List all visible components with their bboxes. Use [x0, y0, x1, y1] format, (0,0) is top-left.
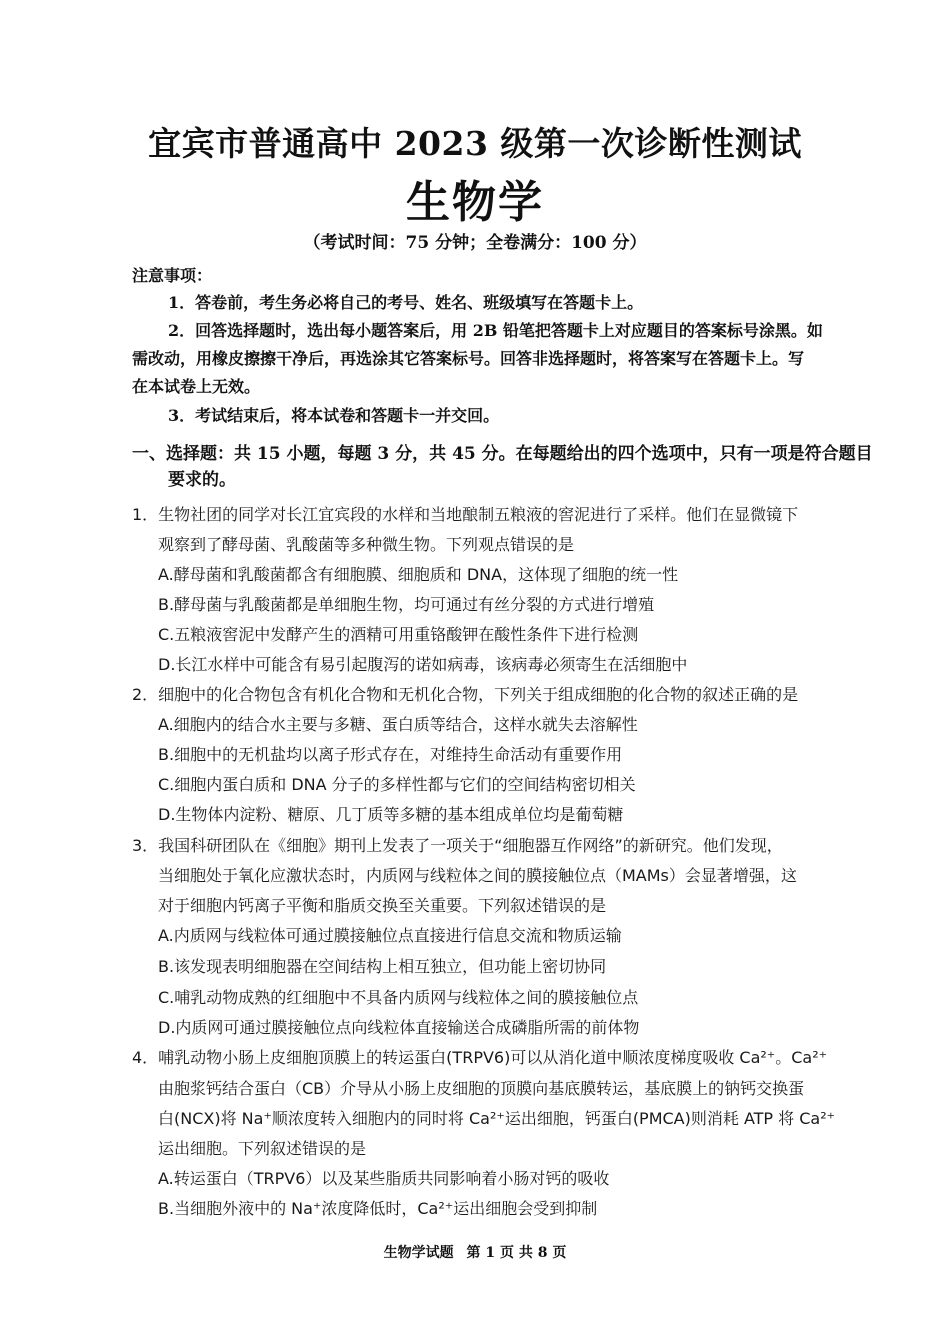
question-3-option-c: C.哺乳动物成熟的红细胞中不具备内质网与线粒体之间的膜接触位点: [158, 988, 639, 1007]
section-heading-cont: 要求的。: [168, 470, 236, 490]
subject-title: 生物学: [406, 177, 544, 228]
question-3-stem: 对于细胞内钙离子平衡和脂质交换至关重要。下列叙述错误的是: [158, 896, 607, 915]
question-2-option-d: D.生物体内淀粉、糖原、几丁质等多糖的基本组成单位均是葡萄糖: [158, 805, 624, 824]
notes-heading: 注意事项：: [132, 266, 213, 285]
question-2-option-a: A.细胞内的结合水主要与多糖、蛋白质等结合，这样水就失去溶解性: [158, 715, 638, 734]
question-2-stem: 2．细胞中的化合物包含有机化合物和无机化合物，下列关于组成细胞的化合物的叙述正确的是: [132, 685, 799, 704]
footer-subject: 生物学试题: [383, 1245, 454, 1261]
question-4-stem: 由胞浆钙结合蛋白（CB）介导从小肠上皮细胞的顶膜向基底膜转运，基底膜上的钠钙交换蛋: [158, 1079, 805, 1098]
question-1-option-a: A.酵母菌和乳酸菌都含有细胞膜、细胞质和 DNA，这体现了细胞的统一性: [158, 565, 679, 584]
question-4-stem: 运出细胞。下列叙述错误的是: [158, 1139, 367, 1158]
question-3-option-d: D.内质网可通过膜接触位点向线粒体直接输送合成磷脂所需的前体物: [158, 1018, 640, 1037]
exam-title: 宜宾市普通高中 2023 级第一次诊断性测试: [148, 124, 802, 163]
question-1-stem: 1．生物社团的同学对长江宜宾段的水样和当地酿制五粮液的窖泥进行了采样。他们在显微镜下: [132, 505, 799, 524]
page-footer: [0, 1242, 950, 1262]
question-4-option-a: A.转运蛋白（TRPV6）以及某些脂质共同影响着小肠对钙的吸收: [158, 1169, 610, 1188]
question-3-stem: 当细胞处于氧化应激状态时，内质网与线粒体之间的膜接触位点（MAMs）会显著增强，这: [158, 866, 797, 885]
question-4-option-b: B.当细胞外液中的 Na⁺浓度降低时，Ca²⁺运出细胞会受到抑制: [158, 1199, 598, 1218]
footer-page-number: 第 1 页 共 8 页: [466, 1245, 567, 1261]
question-1-stem: 观察到了酵母菌、乳酸菌等多种微生物。下列观点错误的是: [158, 535, 575, 554]
note-line: 需改动，用橡皮擦擦干净后，再选涂其它答案标号。回答非选择题时，将答案写在答题卡上。写: [132, 349, 805, 368]
note-line: 2．回答选择题时，选出每小题答案后，用 2B 铅笔把答题卡上对应题目的答案标号涂黑。如: [168, 321, 823, 340]
question-4-stem: 白(NCX)将 Na⁺顺浓度转入细胞内的同时将 Ca²⁺运出细胞，钙蛋白(PMCA)则消耗 ATP 将 Ca²⁺: [158, 1109, 836, 1128]
question-4-stem: 4．哺乳动物小肠上皮细胞顶膜上的转运蛋白(TRPV6)可以从消化道中顺浓度梯度吸收 Ca²⁺。Ca²⁺: [132, 1048, 828, 1067]
question-1-option-d: D.长江水样中可能含有易引起腹泻的诺如病毒，该病毒必须寄生在活细胞中: [158, 655, 688, 674]
question-3-option-a: A.内质网与线粒体可通过膜接触位点直接进行信息交流和物质运输: [158, 926, 622, 945]
question-1-option-b: B.酵母菌与乳酸菌都是单细胞生物，均可通过有丝分裂的方式进行增殖: [158, 595, 655, 614]
question-3-option-b: B.该发现表明细胞器在空间结构上相互独立，但功能上密切协同: [158, 957, 607, 976]
question-3-stem: 3．我国科研团队在《细胞》期刊上发表了一项关于“细胞器互作网络”的新研究。他们发现，: [132, 836, 783, 855]
note-line: 3．考试结束后，将本试卷和答题卡一并交回。: [168, 406, 500, 425]
exam-info: （考试时间：75 分钟；全卷满分：100 分）: [303, 233, 647, 253]
question-2-option-c: C.细胞内蛋白质和 DNA 分子的多样性都与它们的空间结构密切相关: [158, 775, 636, 794]
note-line: 1．答卷前，考生务必将自己的考号、姓名、班级填写在答题卡上。: [168, 293, 644, 312]
question-2-option-b: B.细胞中的无机盐均以离子形式存在，对维持生命活动有重要作用: [158, 745, 623, 764]
section-heading: 一、选择题：共 15 小题，每题 3 分，共 45 分。在每题给出的四个选项中，只有一项是符合题目: [132, 444, 873, 464]
question-1-option-c: C.五粮液窖泥中发酵产生的酒精可用重铬酸钾在酸性条件下进行检测: [158, 625, 639, 644]
note-line: 在本试卷上无效。: [132, 377, 261, 396]
